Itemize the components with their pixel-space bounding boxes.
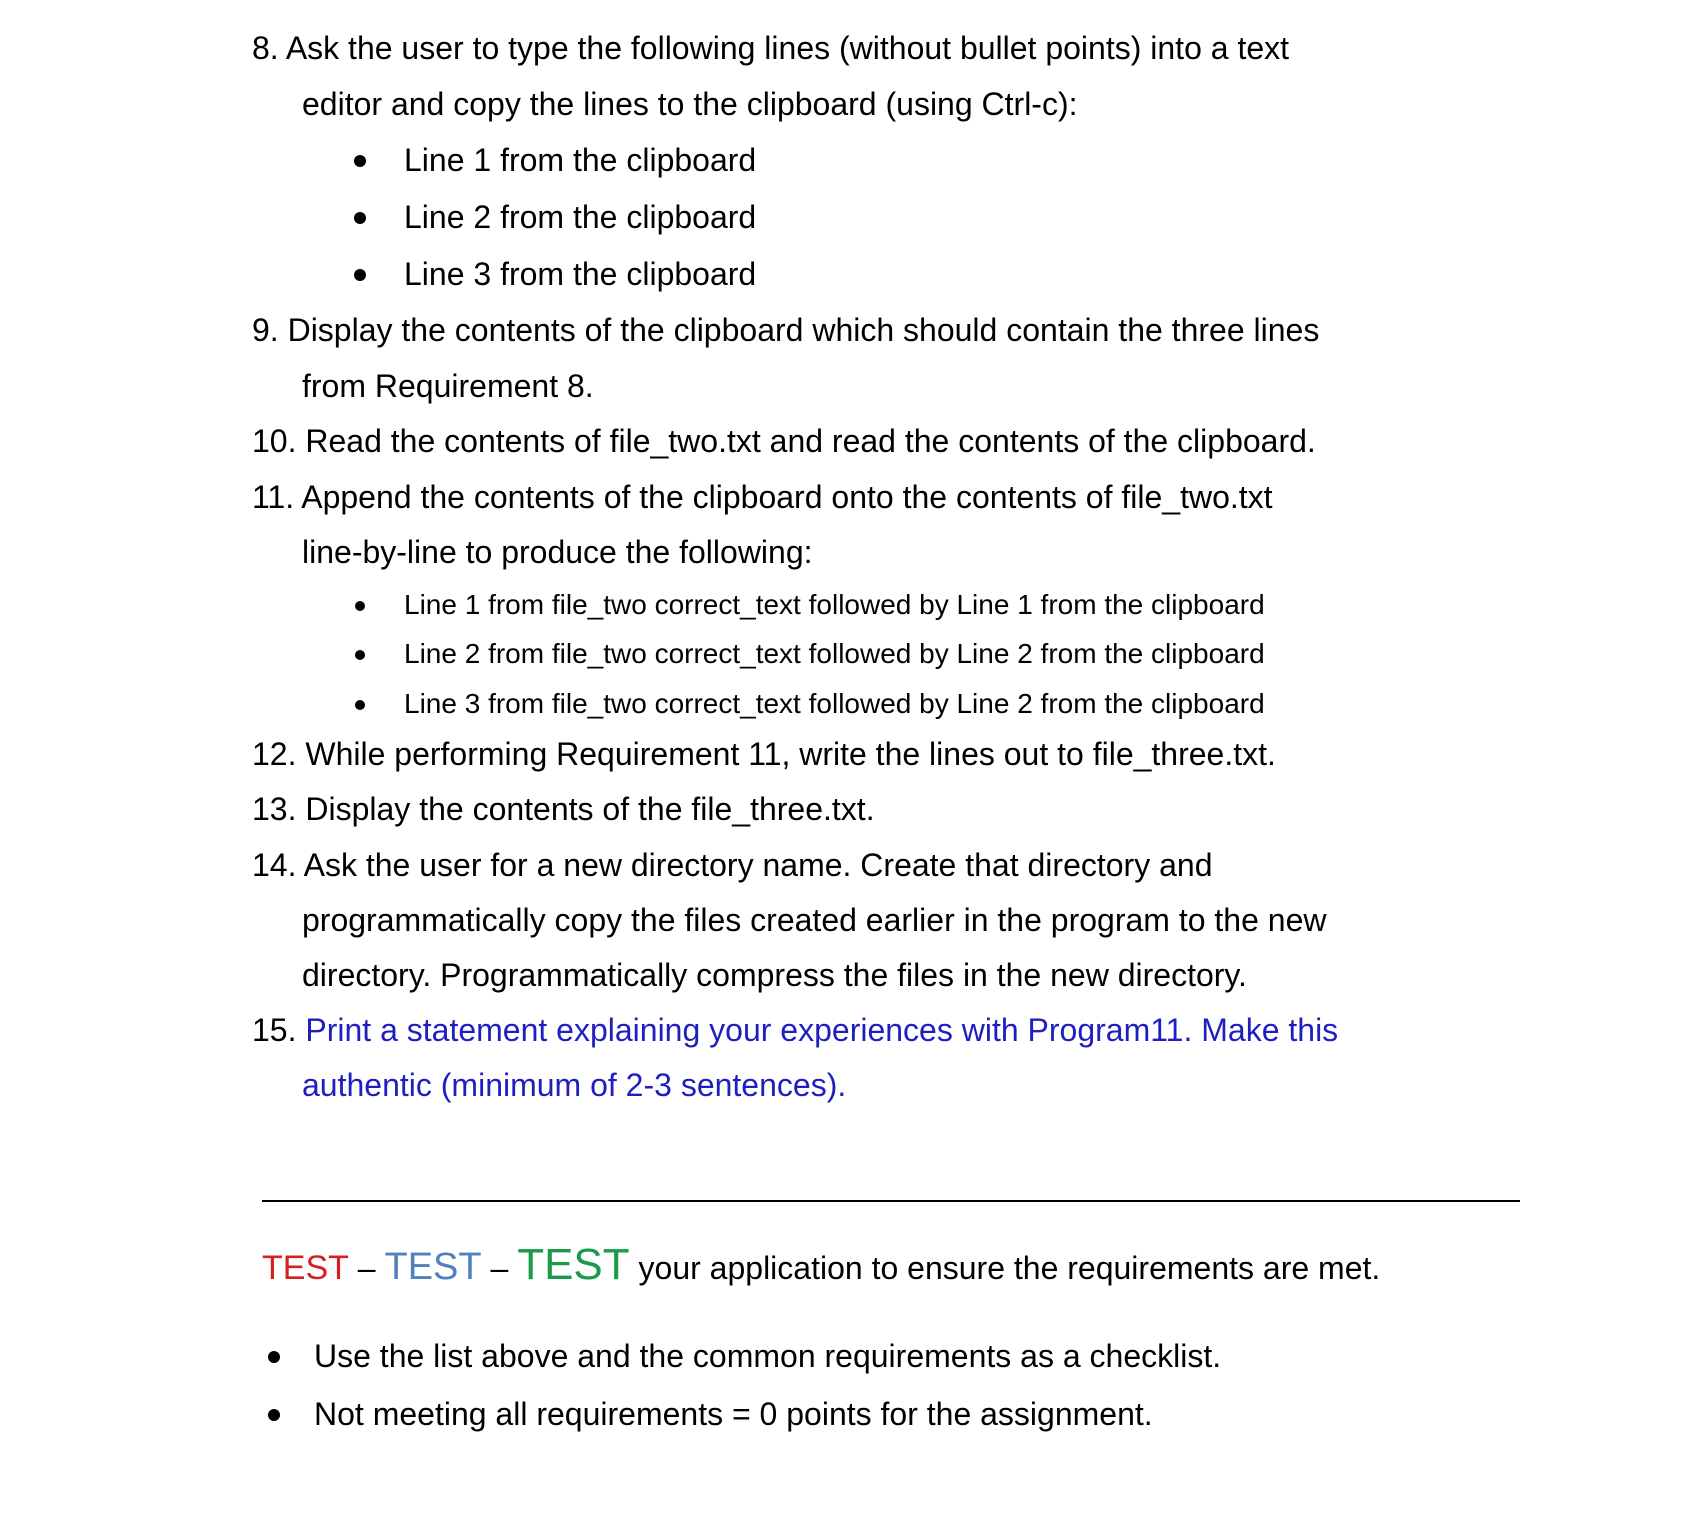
requirement-15-line-1	[252, 1010, 1338, 1050]
requirement-12	[252, 734, 1276, 774]
bullet-icon	[268, 1351, 280, 1363]
requirement-15-line-2: authentic (minimum of 2-3 sentences).	[302, 1067, 847, 1103]
requirement-14-line-2: programmatically copy the files created earlier in the program to the new	[302, 902, 1327, 938]
requirement-11-number: 11.	[252, 479, 295, 515]
test-word-green: TEST	[517, 1240, 630, 1289]
output-line-2: Line 2 from file_two correct_text followed by Line 2 from the clipboard	[404, 638, 1265, 669]
requirement-9-line-2: from Requirement 8.	[302, 368, 594, 404]
bullet-icon	[268, 1409, 280, 1421]
requirement-8-line-1	[252, 28, 1289, 68]
requirement-11-line-1	[252, 477, 1273, 517]
test-word-red: TEST	[262, 1249, 349, 1287]
section-divider	[262, 1200, 1520, 1202]
requirement-15-text: Print a statement explaining your experiences with Program11. Make this	[305, 1012, 1339, 1048]
test-heading-rest: your application to ensure the requirements are met.	[629, 1250, 1381, 1286]
requirement-9-line-1	[252, 310, 1319, 350]
requirement-14-text: Ask the user for a new directory name. Create that directory and	[303, 847, 1213, 883]
clipboard-line-1: Line 1 from the clipboard	[404, 142, 757, 178]
requirement-14-line-1	[252, 845, 1212, 885]
bullet-icon	[355, 650, 365, 660]
requirement-11-text: Append the contents of the clipboard onto the contents of file_two.txt	[301, 479, 1273, 515]
test-word-blue: TEST	[384, 1246, 482, 1288]
requirement-12-number: 12.	[252, 736, 297, 772]
requirement-13-text: Display the contents of the file_three.txt.	[305, 791, 875, 827]
requirement-8-text: Ask the user to type the following lines (without bullet points) into a text	[285, 30, 1290, 66]
bullet-icon	[355, 601, 365, 611]
requirement-13	[252, 789, 875, 829]
requirement-9-text: Display the contents of the clipboard which should contain the three lines	[287, 312, 1320, 348]
test-dash-2: –	[481, 1250, 518, 1286]
output-line-1: Line 1 from file_two correct_text followed by Line 1 from the clipboard	[404, 589, 1265, 620]
requirement-8-line-2: editor and copy the lines to the clipboard (using Ctrl-c):	[302, 86, 1078, 122]
requirement-10-text: Read the contents of file_two.txt and read the contents of the clipboard.	[305, 423, 1316, 459]
checklist-item-2: Not meeting all requirements = 0 points for the assignment.	[314, 1396, 1153, 1432]
requirement-11-line-2: line-by-line to produce the following:	[302, 534, 813, 570]
test-heading	[262, 1240, 1380, 1293]
test-dash-1: –	[348, 1250, 385, 1286]
requirement-14-number: 14.	[252, 847, 297, 883]
clipboard-line-2: Line 2 from the clipboard	[404, 199, 757, 235]
bullet-icon	[354, 269, 366, 281]
bullet-icon	[355, 700, 365, 710]
requirement-13-number: 13.	[252, 791, 297, 827]
requirement-10	[252, 421, 1316, 461]
requirement-9-number: 9.	[252, 312, 279, 348]
bullet-icon	[354, 155, 366, 167]
requirement-8-number: 8.	[252, 30, 279, 66]
requirement-14-line-3: directory. Programmatically compress the files in the new directory.	[302, 957, 1247, 993]
requirement-12-text: While performing Requirement 11, write the lines out to file_three.txt.	[305, 736, 1276, 772]
bullet-icon	[354, 212, 366, 224]
checklist-item-1: Use the list above and the common requirements as a checklist.	[314, 1338, 1222, 1374]
requirement-15-number: 15.	[252, 1012, 297, 1048]
clipboard-line-3: Line 3 from the clipboard	[404, 256, 757, 292]
output-line-3: Line 3 from file_two correct_text followed by Line 2 from the clipboard	[404, 688, 1265, 719]
requirement-10-number: 10.	[252, 423, 297, 459]
